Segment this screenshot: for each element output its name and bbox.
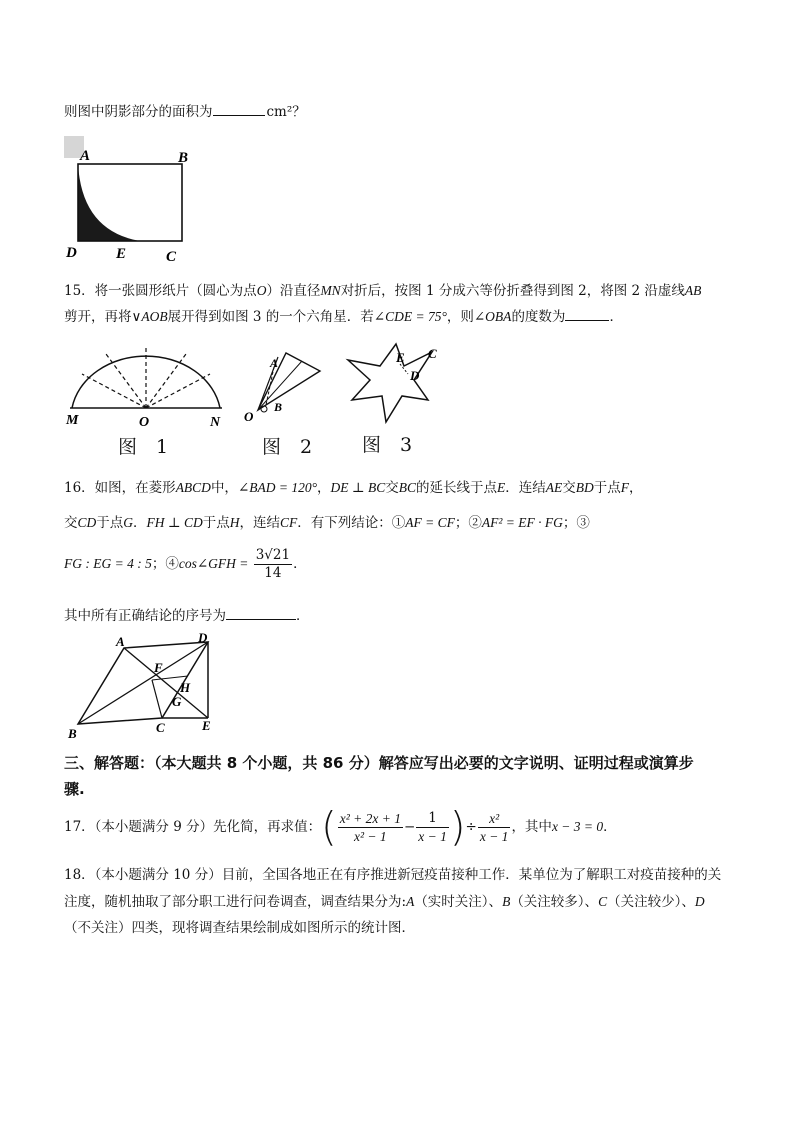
q16-line-1: 16．如图，在菱形ABCD中，∠BAD = 120°，DE ⊥ BC交BC的延长线于点E．连结AE交BD于点F， xyxy=(64,480,643,496)
shaded-region xyxy=(78,164,140,241)
label-b: B xyxy=(178,150,189,166)
fig2-caption: 图 2 xyxy=(262,436,313,458)
label-b: B xyxy=(68,726,77,741)
q15-line-2: 剪开，再将∨AOB展开得到如图 3 的一个六角星．若∠CDE = 75°，则∠OBA的度数为 ． xyxy=(64,309,623,325)
label-d: D xyxy=(198,630,208,645)
label-e: E xyxy=(202,718,211,733)
label-b: B xyxy=(274,400,283,414)
fig1-caption: 图 1 xyxy=(118,436,169,458)
section-3-heading: 三、解答题：（本大题共 8 个小题，共 86 分）解答应写出必要的文字说明、证明过程或演算步 xyxy=(64,754,694,772)
q17: 17．（本小题满分 9 分）先化简，再求值：( $\frac{\text{x² + 2x + 1}}{\text{x² − 1}}$ − $\frac{1}{x - 1}$ )÷ $\frac{\text{x²}}{x - 1}$ ，其中x − 3 = 0． xyxy=(64,804,617,851)
label-c: C xyxy=(166,249,177,265)
q15-line-1: 15．将一张圆形纸片（圆心为点O）沿直径MN对折后，按图 1 分成六等份折叠得到图 2，将图 2 沿虚线AB xyxy=(64,283,702,299)
label-d: D xyxy=(66,245,77,261)
label-g: G xyxy=(172,694,182,709)
label-n: N xyxy=(210,415,221,430)
q16-question: 其中所有正确结论的序号为 ． xyxy=(64,608,310,624)
fraction-3: $\frac{\text{x²}}{x - 1}$ xyxy=(479,811,509,844)
q16-line-3: FG : EG = 4 : 5；④cos∠GFH = $\frac{3√21}{14}$ ． xyxy=(64,547,307,581)
answer-blank[interactable] xyxy=(226,619,296,620)
folded-sector xyxy=(258,353,320,410)
q18-line-3: （不关注）四类，现将调查结果绘制成如图所示的统计图． xyxy=(64,920,415,936)
label-h: H xyxy=(180,680,191,695)
q18-line-2: 注度，随机抽取了部分职工进行问卷调查，调查结果分为:A（实时关注）、B（关注较多）、C（关注较少）、D xyxy=(64,894,705,910)
fraction-2: $\frac{1}{x - 1}$ xyxy=(418,810,447,844)
label-f: F xyxy=(154,660,163,675)
label-o: O xyxy=(139,415,150,430)
fold-lines xyxy=(82,346,210,408)
fraction-1: $\frac{\text{x² + 2x + 1}}{\text{x² − 1}}$ xyxy=(339,811,401,844)
label-m: M xyxy=(66,413,79,428)
answer-blank[interactable] xyxy=(213,115,265,116)
label-e: E xyxy=(396,350,405,365)
q15-figure-3-star xyxy=(342,340,442,430)
section-3-heading-cont: 骤. xyxy=(64,780,85,798)
label-o: O xyxy=(244,409,254,424)
q16-rhombus-figure xyxy=(64,630,224,742)
label-d: D xyxy=(410,368,420,383)
label-c: C xyxy=(156,720,165,735)
q16-line-2: 交CD于点G．FH ⊥ CD于点H，连结CF．有下列结论：①AF = CF；②AF² = EF · FG；③ xyxy=(64,515,590,531)
q18-line-1: 18．（本小题满分 10 分）目前，全国各地正在有序推进新冠疫苗接种工作．某单位为了解职工对疫苗接种的关 xyxy=(64,867,722,883)
label-a: A xyxy=(116,634,125,649)
label-e: E xyxy=(116,246,127,262)
answer-blank[interactable] xyxy=(565,320,609,321)
label-a: A xyxy=(270,356,279,370)
q14-question-tail: 则图中阴影部分的面积为 cm²？ xyxy=(64,104,306,120)
q14-rectangle-figure xyxy=(60,136,210,266)
six-pointed-star xyxy=(348,344,432,422)
label-a: A xyxy=(80,148,91,164)
q15-figure-1-semicircle xyxy=(62,340,232,430)
fig3-caption: 图 3 xyxy=(362,434,413,456)
label-c: C xyxy=(428,346,437,361)
q15-figure-2-folded xyxy=(240,345,330,430)
cos-fraction: $\frac{3√21}{14}$ xyxy=(255,547,291,581)
